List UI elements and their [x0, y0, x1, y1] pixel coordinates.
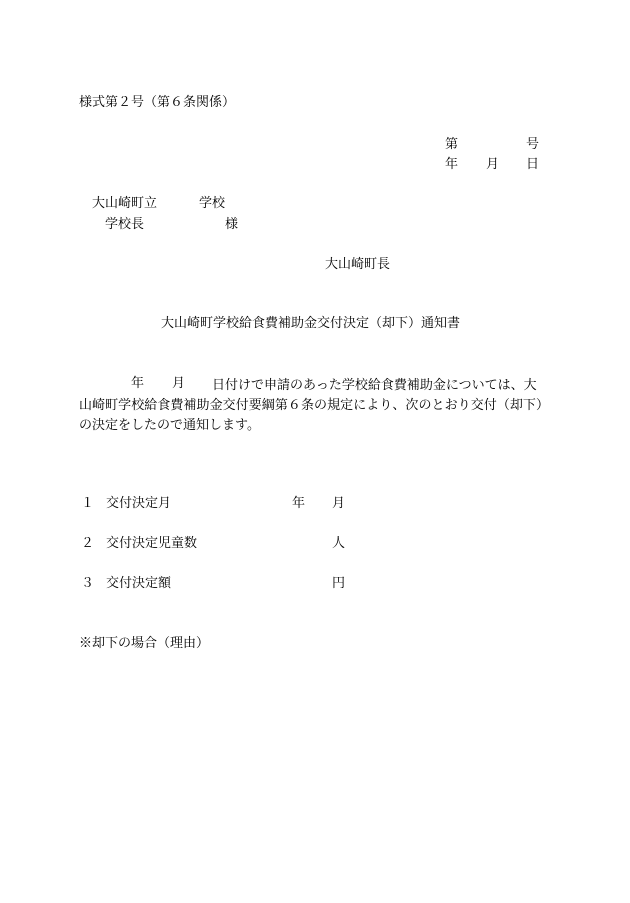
- addressee-principal: 学校長: [105, 217, 145, 232]
- date-month-label: 月: [486, 157, 500, 172]
- item-label: 交付決定月: [106, 496, 172, 511]
- item-label: 交付決定児童数: [106, 536, 198, 551]
- addressee-town-school-prefix: 大山崎町立: [92, 196, 158, 211]
- item-number: ３: [81, 576, 95, 591]
- rejection-reason-note: ※却下の場合（理由）: [79, 636, 210, 651]
- item-unit: 人: [332, 536, 346, 551]
- reference-dai: 第: [445, 137, 459, 152]
- addressee-honorific: 様: [225, 217, 239, 232]
- form-number: 様式第２号（第６条関係）: [79, 95, 236, 110]
- item-year-unit: 年: [292, 496, 306, 511]
- item-number: ２: [81, 536, 95, 551]
- body-month-label: 月: [172, 376, 186, 391]
- date-day-label: 日: [526, 157, 540, 172]
- body-text-line1: 日付けで申請のあった学校給食費補助金については、大: [212, 378, 537, 393]
- item-number: １: [81, 496, 95, 511]
- item-label: 交付決定額: [106, 576, 172, 591]
- body-text-rest-content: 山崎町学校給食費補助金交付要綱第６条の規定により、次のとおり交付（却下）の決定をしたので通知します。: [79, 398, 549, 433]
- sender-name: 大山崎町長: [325, 257, 391, 272]
- item-unit: 月: [332, 496, 346, 511]
- document-title: 大山崎町学校給食費補助金交付決定（却下）通知書: [161, 316, 461, 331]
- body-year-label: 年: [131, 376, 145, 391]
- reference-go: 号: [526, 137, 540, 152]
- item-unit: 円: [332, 576, 346, 591]
- body-text-rest: [79, 396, 549, 436]
- date-year-label: 年: [445, 157, 459, 172]
- addressee-school: 学校: [199, 196, 226, 211]
